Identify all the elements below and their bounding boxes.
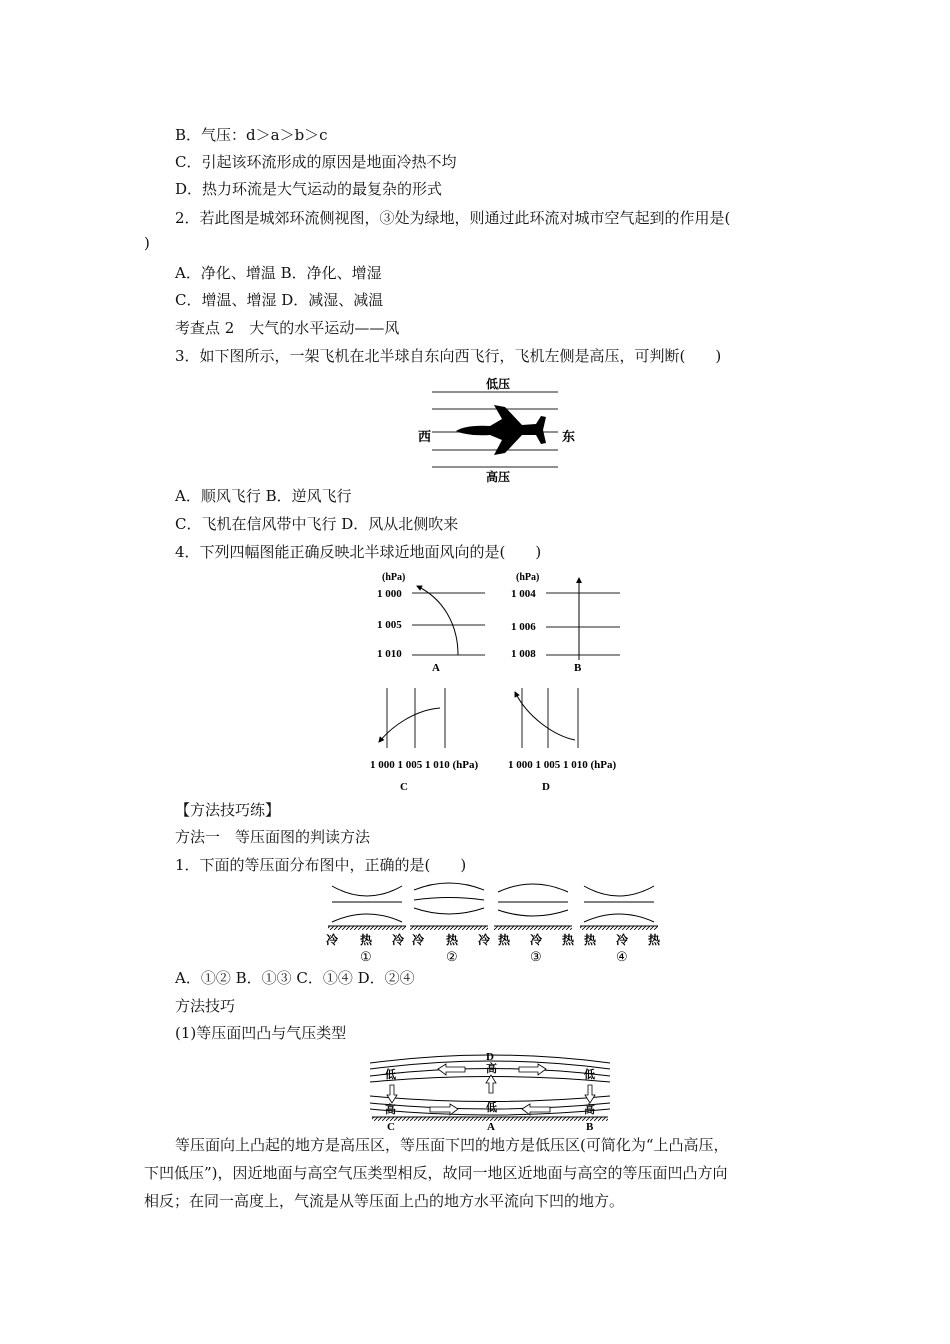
unit-label-a: (hPa)	[382, 572, 406, 583]
label-high-right: 高	[584, 1104, 595, 1116]
isobar-fig-4	[580, 886, 658, 930]
pressure-circulation-figure	[370, 1049, 610, 1131]
fig3-ground-mid: 冷	[530, 933, 543, 947]
point-a: A	[487, 1121, 495, 1131]
tick-b-1008: 1 008	[511, 648, 536, 660]
method-1-heading: 方法一 等压面图的判读方法	[175, 828, 371, 846]
q3-options-ab: A．顺风飞行 B．逆风飞行	[175, 487, 352, 505]
tick-b-1006: 1 006	[511, 621, 536, 633]
question-4: 4．下列四幅图能正确反映北半球近地面风向的是( )	[175, 543, 542, 561]
tick-a-1005: 1 005	[377, 619, 402, 631]
unit-label-b: (hPa)	[516, 572, 540, 583]
arrow-down-left	[387, 1085, 397, 1103]
point-c: C	[387, 1121, 395, 1131]
airplane-icon	[456, 405, 546, 455]
question-2-paren: )	[144, 234, 150, 252]
question-3: 3．如下图所示，一架飞机在北半球自东向西飞行，飞机左侧是高压，可判断( )	[175, 347, 722, 365]
fig3-ground-right: 热	[562, 933, 575, 947]
fig2-ground-right: 冷	[478, 933, 491, 947]
arrow-up-center	[486, 1075, 496, 1093]
question-2: 2．若此图是城郊环流侧视图，③处为绿地，则通过此环流对城市空气起到的作用是(	[175, 209, 731, 227]
method-tips-heading: 方法技巧	[175, 997, 236, 1015]
section-heading-2: 考查点 2 大气的水平运动——风	[175, 319, 400, 337]
label-low-right: 低	[584, 1069, 595, 1081]
option-d: D．热力环流是大气运动的最复杂的形式	[175, 180, 443, 198]
option-b: B．气压：d＞a＞b＞c	[175, 126, 328, 144]
point-b: B	[586, 1121, 594, 1131]
q3-options-cd: C．飞机在信风带中飞行 D．风从北侧吹来	[175, 515, 459, 533]
label-a: A	[432, 662, 440, 674]
fig3-ground-left: 热	[498, 933, 511, 947]
low-pressure-label: 低压	[485, 377, 511, 391]
label-low-mid: 低	[486, 1102, 497, 1114]
fig1-ground-left: 冷	[326, 933, 339, 947]
fig4-ground-mid: 冷	[616, 933, 629, 947]
wind-direction-figures	[370, 568, 640, 798]
fig1-ground-mid: 热	[360, 933, 373, 947]
label-low-left: 低	[385, 1069, 396, 1081]
label-d: D	[542, 781, 550, 793]
tick-a-1010: 1 010	[377, 648, 402, 660]
airplane-figure	[410, 373, 590, 485]
paragraph-line-1: 等压面向上凸起的地方是高压区，等压面下凹的地方是低压区(可简化为“上凸高压，	[175, 1136, 729, 1154]
fig1-ground-right: 冷	[392, 933, 405, 947]
point-d: D	[486, 1051, 494, 1063]
fig2-ground-mid: 热	[446, 933, 459, 947]
label-c: C	[400, 781, 408, 793]
method-q1-options: A．①② B．①③ C．①④ D．②④	[175, 969, 415, 987]
arrow-down-right	[585, 1085, 595, 1103]
isobar-fig-2	[410, 883, 488, 930]
fig2-number: ②	[446, 949, 458, 964]
paragraph-line-3: 相反；在同一高度上，气流是从等压面上凸的地方水平流向下凹的地方。	[144, 1192, 625, 1210]
option-c: C．引起该环流形成的原因是地面冷热不均	[175, 153, 457, 171]
wind-arrow-c	[379, 708, 440, 742]
fig3-number: ③	[530, 949, 542, 964]
tick-a-1000: 1 000	[377, 588, 402, 600]
wind-arrow-a	[417, 586, 458, 655]
q2-options-cd: C．增温、增湿 D．减湿、减温	[175, 291, 384, 309]
isobar-figures	[322, 878, 672, 970]
isobar-fig-1	[328, 886, 406, 930]
wind-arrow-d	[515, 692, 575, 740]
method-practice-heading: 【方法技巧练】	[175, 801, 281, 819]
fig4-ground-right: 热	[648, 933, 661, 947]
fig2-ground-left: 冷	[412, 933, 425, 947]
west-label: 西	[418, 429, 432, 444]
fig4-ground-left: 热	[584, 933, 597, 947]
paragraph-line-2: 下凹低压”)，因近地面与高空气压类型相反，故同一地区近地面与高空的等压面凹凸方向	[144, 1164, 728, 1182]
isobar-fig-3	[494, 884, 572, 930]
label-b: B	[574, 662, 582, 674]
label-high-top: 高	[486, 1063, 497, 1075]
label-high-left: 高	[385, 1104, 396, 1116]
ticks-c: 1 000 1 005 1 010 (hPa)	[370, 759, 479, 771]
arrow-upper-left	[438, 1064, 465, 1075]
method-question-1: 1．下面的等压面分布图中，正确的是( )	[175, 856, 467, 874]
fig1-number: ①	[360, 949, 372, 964]
high-pressure-label: 高压	[485, 470, 511, 484]
east-label: 东	[562, 429, 576, 444]
ticks-d: 1 000 1 005 1 010 (hPa)	[508, 759, 617, 771]
q2-options-ab: A．净化、增温 B．净化、增湿	[175, 264, 382, 282]
tick-b-1004: 1 004	[511, 588, 536, 600]
tip-1-heading: (1)等压面凹凸与气压类型	[175, 1024, 347, 1042]
fig4-number: ④	[616, 949, 628, 964]
arrow-upper-right	[519, 1064, 546, 1075]
